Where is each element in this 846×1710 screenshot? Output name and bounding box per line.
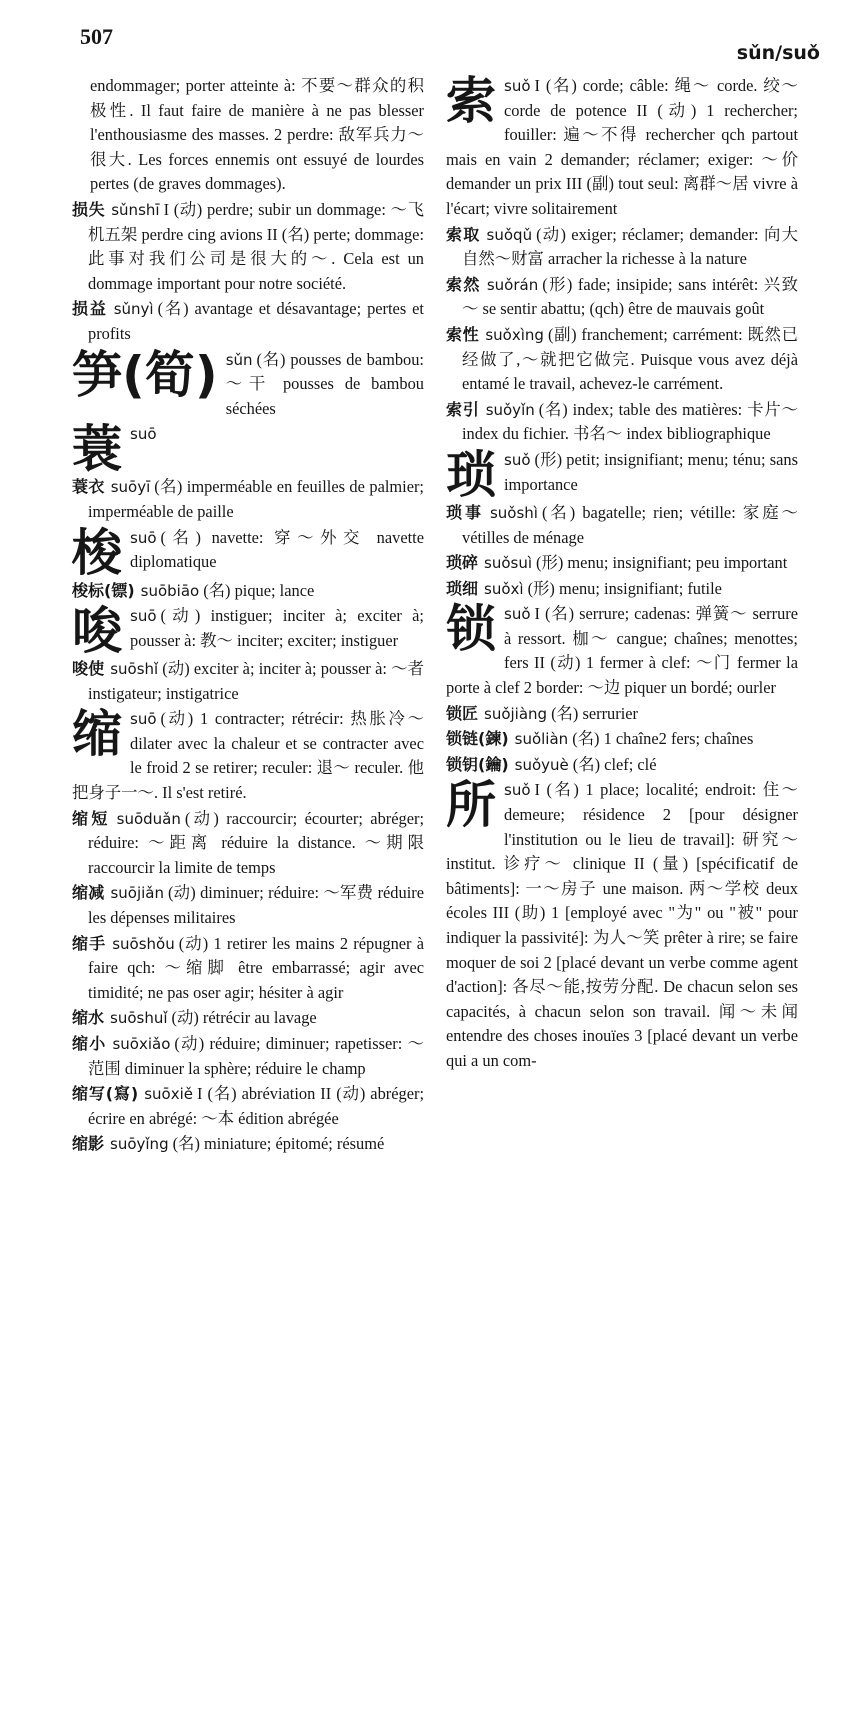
compound-entry xyxy=(72,1006,424,1031)
definition-text: (名) pousses de bambou: ～干 pousses de bambou séchées xyxy=(225,349,424,418)
compound-headword: 锁链(鍊) xyxy=(446,729,509,749)
compound-entry xyxy=(72,881,424,930)
pinyin: suōxiě xyxy=(144,1085,194,1104)
pinyin: suǒliàn xyxy=(514,730,569,749)
compound-entry xyxy=(72,579,424,604)
compound-entry xyxy=(446,551,798,576)
headword-character: 所 xyxy=(446,776,496,835)
compound-entry xyxy=(72,932,424,1006)
pinyin: suǒ xyxy=(504,781,531,800)
pinyin: suōshǒu xyxy=(112,934,175,953)
headword-entry xyxy=(446,445,798,504)
pinyin: suō xyxy=(130,607,157,626)
headword-entry xyxy=(72,602,424,661)
pinyin: suōyī xyxy=(110,478,151,497)
pinyin: suōyǐng xyxy=(110,1135,169,1154)
definition-text: (名) 1 chaîne2 fers; chaînes xyxy=(572,729,754,749)
definition-text: (形) menu; insignifiant; futile xyxy=(527,578,722,598)
pinyin: suōjiǎn xyxy=(110,884,164,903)
pinyin: suǒshì xyxy=(489,503,538,522)
definition-text: (动) 1 retirer les mains 2 répugner à faire qch: ～缩脚 être embarrassé; agir avec timidité; ne pas oser agir; hésiter à agir xyxy=(88,933,424,1002)
pinyin: suōshǐ xyxy=(110,660,159,679)
compound-entry xyxy=(72,807,424,881)
definition-text: (名) imperméable en feuilles de palmier; imperméable de paille xyxy=(88,477,424,521)
compound-headword: 缩写(寫) xyxy=(72,1084,139,1104)
running-head: sǔn/suǒ xyxy=(736,42,820,64)
definition-text: (名) miniature; épitomé; résumé xyxy=(172,1134,385,1154)
headword-character: 笋(筍) xyxy=(72,345,218,404)
compound-headword: 缩手 xyxy=(72,933,107,953)
compound-entry xyxy=(446,753,798,778)
compound-headword: 索然 xyxy=(446,274,481,294)
headword-entry xyxy=(72,523,424,582)
pinyin: suǒjiàng xyxy=(484,704,548,723)
pinyin: sǔn xyxy=(225,350,253,369)
definition-text: I (动) perdre; subir un dommage: ～飞机五架 perdre cing avions II (名) perte; dommage: 此事对我们公司是很大的～. Cela est un dommage important pour notre société. xyxy=(88,199,424,293)
compound-entry xyxy=(446,577,798,602)
definition-text: (名) serrurier xyxy=(551,703,638,723)
definition-text: (名) navette: 穿～外交 navette diplomatique xyxy=(130,527,424,572)
headword-character: 索 xyxy=(446,72,496,130)
definition-text: (形) menu; insignifiant; peu important xyxy=(536,553,788,573)
compound-headword: 唆使 xyxy=(72,659,105,679)
pinyin: suǒ xyxy=(504,605,531,624)
definition-text: (名) bagatelle; rien; vétille: 家庭～ vétilles de ménage xyxy=(462,502,798,547)
compound-headword: 锁钥(鑰) xyxy=(446,754,509,774)
definition-text: (动) raccourcir; écourter; abréger; réduire: ～距离 réduire la distance. ～期限 raccourcir la limite de temps xyxy=(88,808,424,877)
definition-text: (动) réduire; diminuer; rapetisser: ～范围 diminuer la sphère; réduire le champ xyxy=(88,1034,424,1078)
compound-headword: 梭标(镖) xyxy=(72,580,135,600)
compound-entry xyxy=(446,398,798,447)
pinyin: suǒxìng xyxy=(485,325,544,344)
headword-character: 唆 xyxy=(72,602,122,661)
pinyin: suōduǎn xyxy=(116,809,181,828)
compound-headword: 索取 xyxy=(446,224,481,244)
pinyin: suǒsuì xyxy=(484,554,533,573)
compound-headword: 损益 xyxy=(72,299,108,319)
compound-headword: 琐碎 xyxy=(446,553,479,573)
headword-character: 琐 xyxy=(446,445,496,504)
pinyin: sǔnyì xyxy=(113,300,154,319)
pinyin: suǒrán xyxy=(486,275,539,294)
compound-headword: 缩短 xyxy=(72,808,111,828)
compound-entry xyxy=(72,475,424,524)
compound-headword: 索引 xyxy=(446,399,480,419)
definition-text: I (名) serrure; cadenas: 弹簧～ serrure à ressort. 枷～ cangue; chaînes; menottes; fers II (动) 1 fermer à clef: ～门 fermer la porte à clef 2 border: ～边 piquer un bordé; ourler xyxy=(446,604,798,698)
compound-headword: 缩水 xyxy=(72,1008,105,1028)
compound-entry xyxy=(72,297,424,346)
headword-entry xyxy=(446,778,798,1073)
definition-text: (动) instiguer; inciter à; exciter à; pousser à: 教～ inciter; exciter; instiguer xyxy=(130,606,424,650)
pinyin: suǒ xyxy=(504,450,531,469)
pinyin: suǒyuè xyxy=(514,755,569,774)
headword-entry xyxy=(446,602,798,700)
headword-entry xyxy=(72,345,424,422)
compound-entry xyxy=(446,223,798,272)
definition-text: (动) exiger; réclamer; demander: 向大自然～财富 arracher la richesse à la nature xyxy=(462,224,798,269)
definition-text: (名) pique; lance xyxy=(203,580,315,600)
compound-headword: 蓑衣 xyxy=(72,477,105,497)
pinyin: suǒyǐn xyxy=(485,400,535,419)
compound-headword: 琐细 xyxy=(446,578,479,598)
definition-text: (动) diminuer; réduire: ～军费 réduire les dépenses militaires xyxy=(88,883,424,928)
compound-entry xyxy=(446,727,798,752)
definition-text: (副) franchement; carrément: 既然已经做了,～就把它做完. Puisque vous avez déjà entamé le travail, achevez-le carrément. xyxy=(462,324,798,394)
headword-character: 蓑 xyxy=(72,420,122,479)
compound-headword: 锁匠 xyxy=(446,703,479,723)
compound-entry xyxy=(446,323,798,397)
pinyin: suō xyxy=(130,425,157,444)
compound-entry xyxy=(72,1132,424,1157)
headword-entry xyxy=(446,74,798,222)
continuation-entry xyxy=(72,74,424,197)
definition-text: (动) rétrécir au lavage xyxy=(171,1008,317,1028)
pinyin: suǒxì xyxy=(484,579,524,598)
headword-entry xyxy=(72,707,424,805)
definition-text: (形) fade; insipide; sans intérêt: 兴致～ se sentir abattu; (qch) être de mauvais goût xyxy=(462,274,798,319)
right-column xyxy=(446,74,798,1075)
left-column xyxy=(72,74,424,1158)
definition-text: endommager; porter atteinte à: 不要～群众的积极性. Il faut faire de manière à ne pas blesser l'enthousiasme des masses. 2 perdre: 敌军兵力～很大. Les forces ennemis ont essuyé de lourdes pertes (de graves dommages). xyxy=(90,76,424,194)
headword-character: 锁 xyxy=(446,600,496,659)
pinyin: suōxiǎo xyxy=(112,1035,171,1053)
definition-text: (动) 1 contracter; rétrécir: 热胀冷～ dilater avec la chaleur et se contracter avec le froid 2 se retirer; reculer: 退～ reculer. 他把身子一～. Il s'est retiré. xyxy=(72,709,424,803)
compound-entry xyxy=(446,501,798,550)
definition-text: I (名) 1 place; localité; endroit: 住～ demeure; résidence 2 [pour désigner l'institution ou le lieu de travail]: 研究～ institut. 诊疗～ clinique II (量) [spécificatif de bâtiments]: 一～房子 une maison. 两～学校 deux écoles III (助) 1 [employé avec "为" ou "被" pour indiquer la passivité]: 为人～笑 prêter à rire; se faire moquer de soi 2 [placé devant un verbe comme agent d'action]: 各尽～能,按劳分配. De chacun selon ses capacités, à chacun selon son travail. 闻～未闻 entendre des choses inouïes 3 [placé devant un verbe qui a un com- xyxy=(446,780,798,1070)
pinyin: suō xyxy=(130,528,157,547)
definition-text: I (名) corde; câble: 绳～ corde. 绞～ corde de potence II (动) 1 rechercher; fouiller: 遍～不得 rechercher qch partout mais en vain 2 demander; réclamer; exiger: ～价 demander un prix III (副) tout seul: 离群～居 vivre à l'écart; vivre solitairement xyxy=(446,76,798,218)
definition-text: (形) petit; insignifiant; menu; ténu; sans importance xyxy=(504,449,798,494)
compound-headword: 缩影 xyxy=(72,1134,105,1154)
compound-headword: 缩小 xyxy=(72,1034,107,1053)
compound-entry xyxy=(446,702,798,727)
definition-text: (动) exciter à; inciter à; pousser à: ～者 instigateur; instigatrice xyxy=(88,659,424,703)
compound-entry xyxy=(446,273,798,322)
pinyin: suō xyxy=(130,710,157,729)
definition-text: (名) index; table des matières: 卡片～ index du fichier. 书名～ index bibliographique xyxy=(462,399,798,444)
definition-text: (名) clef; clé xyxy=(572,754,657,774)
compound-headword: 损失 xyxy=(72,199,106,219)
compound-headword: 琐事 xyxy=(446,502,484,522)
pinyin: suǒ xyxy=(504,77,531,95)
headword-character: 缩 xyxy=(72,705,122,764)
pinyin: suǒqǔ xyxy=(486,225,533,244)
compound-entry xyxy=(72,198,424,296)
headword-character: 梭 xyxy=(72,523,122,582)
definition-text: I (名) abréviation II (动) abréger; écrire en abrégé: ～本 édition abrégée xyxy=(88,1084,424,1128)
compound-headword: 缩减 xyxy=(72,883,105,903)
pinyin: suōbiāo xyxy=(140,581,200,600)
definition-text: (名) avantage et désavantage; pertes et profits xyxy=(88,299,424,343)
compound-headword: 索性 xyxy=(446,324,480,344)
pinyin: sǔnshī xyxy=(111,200,160,219)
page-number: 507 xyxy=(80,24,113,49)
headword-entry xyxy=(72,420,424,479)
compound-entry xyxy=(72,657,424,706)
pinyin: suōshuǐ xyxy=(110,1009,168,1028)
compound-entry xyxy=(72,1032,424,1081)
compound-entry xyxy=(72,1082,424,1131)
